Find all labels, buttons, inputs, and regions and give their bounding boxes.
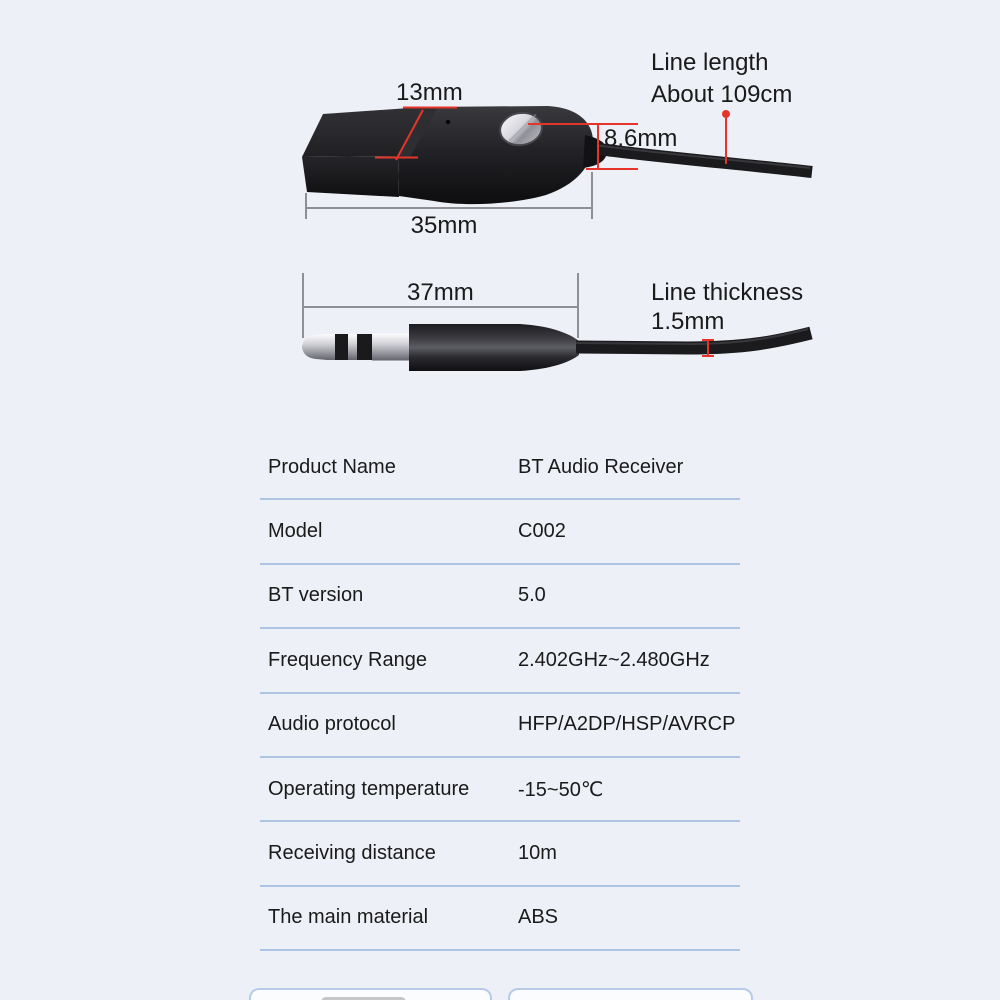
spec-row-model (260, 500, 740, 564)
spec-row-audio-protocol (260, 694, 740, 758)
line-length-dot (722, 110, 730, 118)
spec-value: ABS (518, 906, 559, 929)
spec-row-frequency-range (260, 629, 740, 693)
aux-jack-illustration (302, 324, 579, 371)
jack-segment (348, 334, 357, 360)
spec-table (260, 436, 740, 951)
jack-insulator-ring-1 (335, 334, 348, 360)
spec-row-main-material (260, 887, 740, 951)
jack-segment (327, 334, 335, 360)
bottom-right-button[interactable] (508, 988, 753, 1000)
jack-shaft (372, 334, 409, 361)
spec-label: Frequency Range (268, 648, 427, 671)
dongle-height-dimension-label: 8.6mm (604, 125, 678, 152)
line-length-value: About 109cm (651, 81, 793, 108)
mic-hole (446, 120, 450, 124)
spec-row-bt-version (260, 565, 740, 629)
jack-housing (409, 324, 579, 371)
spec-label: Operating temperature (268, 777, 470, 800)
spec-label: BT version (268, 584, 364, 607)
spec-label: Model (268, 520, 323, 543)
bottom-left-button[interactable] (249, 988, 492, 1000)
line-length-label: Line length (651, 49, 769, 76)
spec-row-receiving-distance (260, 822, 740, 886)
spec-value: C002 (518, 520, 566, 543)
spec-row-product-name (260, 436, 740, 500)
line-thickness-annotation (651, 278, 803, 336)
spec-value: HFP/A2DP/HSP/AVRCP (518, 713, 736, 736)
dongle-length-dimension-label: 35mm (410, 212, 478, 239)
line-thickness-label: Line thickness (651, 279, 804, 306)
jack-insulator-ring-2 (357, 334, 372, 360)
spec-value: 5.0 (518, 584, 546, 607)
spec-value: 2.402GHz~2.480GHz (518, 648, 710, 671)
spec-label: Audio protocol (268, 713, 396, 736)
usb-dongle-illustration (302, 106, 607, 204)
jack-tip (302, 334, 327, 360)
usb-width-dimension-label: 13mm (396, 79, 463, 106)
spec-label: Receiving distance (268, 842, 436, 865)
usb-plug-front-face (302, 156, 399, 197)
spec-row-operating-temperature (260, 758, 740, 822)
spec-value: BT Audio Receiver (518, 455, 684, 478)
line-thickness-value: 1.5mm (651, 308, 725, 335)
spec-label: The main material (268, 906, 429, 929)
line-length-annotation (651, 47, 792, 111)
jack-length-dimension-label: 37mm (407, 279, 474, 306)
spec-value: -15~50℃ (518, 778, 604, 801)
spec-value: 10m (518, 842, 557, 865)
spec-label: Product Name (268, 455, 396, 478)
